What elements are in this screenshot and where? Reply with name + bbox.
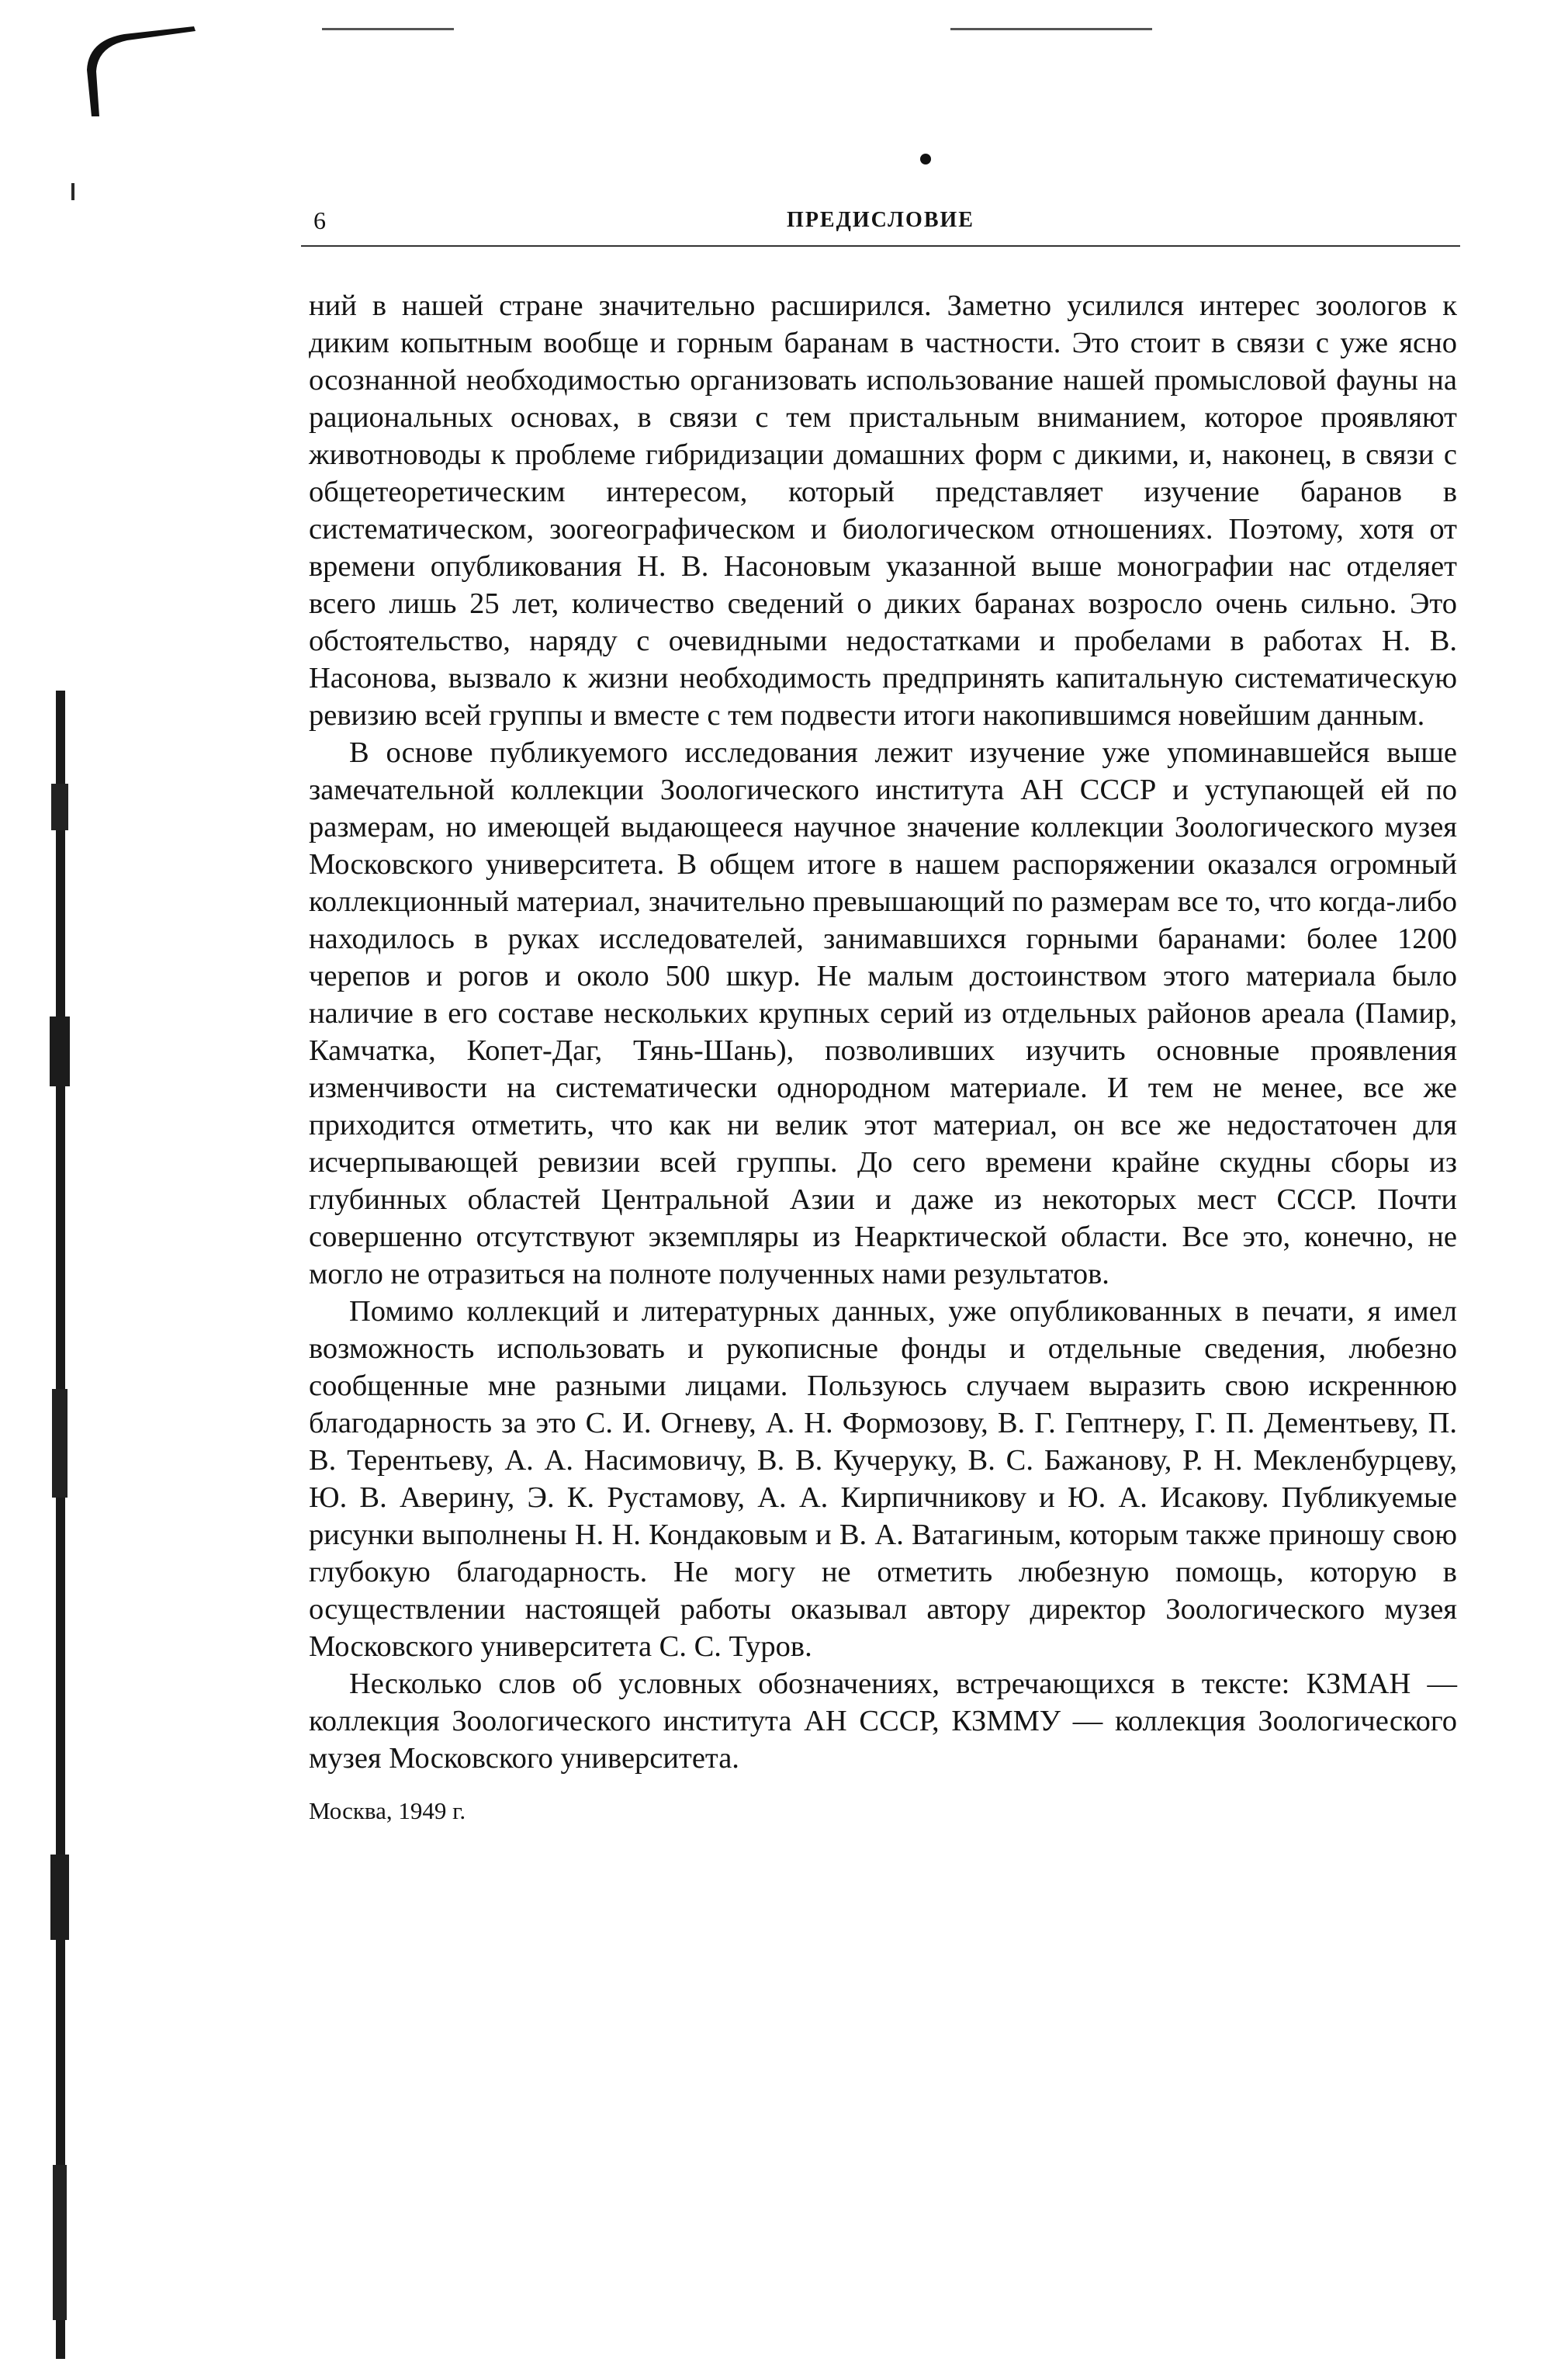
running-header — [301, 200, 1460, 247]
scan-tick-mark — [71, 183, 74, 200]
paragraph-2: В основе публикуемого исследования лежит изучение уже упоминавшейся выше замечательной коллекции Зоологического института АН СССР и уступающей ей по размерам, но имеющей выдающееся научное значение коллекции Зоологического музея Московского университета. В общем итоге в нашем распоряжении оказался огромный коллекционный материал, значительно превышающий по размерам все то, что когда-либо находилось в руках исследователей, занимавшихся горными баранами: более 1200 черепов и рогов и около 500 шкур. Не малым достоинством этого материала было наличие в его составе нескольких крупных серий из отдельных районов ареала (Памир, Камчатка, Копет-Даг, Тянь-Шань), позволивших изучить основные проявления изменчивости на систематически однородном материале. И тем не менее, все же приходится отметить, что как ни велик этот материал, он все же недостаточен для исчерпывающей ревизии всей группы. До сего времени крайне скудны сборы из глубинных областей Центральной Азии и даже из некоторых мест СССР. Почти совершенно отсутствуют экземпляры из Неарктической области. Все это, конечно, не могло не отразиться на полноте полученных нами результатов. — [309, 736, 1457, 1290]
top-edge-rule-right — [950, 28, 1152, 30]
scan-corner-mark — [78, 23, 202, 116]
scan-dot-mark — [920, 154, 931, 165]
place-date-signature: Москва, 1949 г. — [309, 1797, 466, 1824]
paragraph-4: Несколько слов об условных обозначениях, встречающихся в тексте: КЗМАН — коллекция Зоологического института АН СССР, КЗММУ — коллекция Зоологического музея Московского университета. — [309, 1668, 1457, 1775]
paragraph-3: Помимо коллекций и литературных данных, уже опубликованных в печати, я имел возможность использовать и рукописные фонды и отдельные сведения, любезно сообщенные мне разными лицами. Пользуюсь случаем выразить свою искреннюю благодарность за это С. И. Огневу, А. Н. Формозову, В. Г. Гептнеру, Г. П. Дементьеву, П. В. Терентьеву, А. А. Насимовичу, В. В. Кучеруку, В. С. Бажанову, Р. Н. Мекленбурцеву, Ю. В. Аверину, Э. К. Рустамову, А. А. Кирпичникову и Ю. А. Исакову. Публикуемые рисунки выполнены Н. Н. Кондаковым и В. А. Ватагиным, которым также приношу свою глубокую благодарность. Не могу не отметить любезную помощь, которую в осуществлении настоящей работы оказывал автору директор Зоологического музея Московского университета С. С. Туров. — [309, 1295, 1457, 1663]
page-number: 6 — [313, 206, 326, 234]
running-title: ПРЕДИСЛОВИЕ — [787, 208, 974, 232]
binding-shadow-strip — [45, 691, 76, 2359]
text-column — [309, 287, 1457, 1827]
header-rule — [301, 245, 1460, 247]
paragraph-1: ний в нашей стране значительно расширился. Заметно усилился интерес зоологов к диким копытным вообще и горным баранам в частности. Это стоит в связи с уже ясно осознанной необходимостью организовать использование нашей промысловой фауны на рациональных основах, в связи с тем пристальным вниманием, которое проявляют животноводы к проблеме гибридизации домашних форм с дикими, и, наконец, в связи с общетеоретическим интересом, который представляет изучение баранов в систематическом, зоогеографическом и биологическом отношениях. Поэтому, хотя от времени опубликования Н. В. Насоновым указанной выше монографии нас отделяет всего лишь 25 лет, количество сведений о диких баранах возросло очень сильно. Это обстоятельство, наряду с очевидными недостатками и пробелами в работах Н. В. Насонова, вызвало к жизни необходимость предпринять капитальную систематическую ревизию всей группы и вместе с тем подвести итоги накопившимся новейшим данным. — [309, 289, 1457, 732]
top-edge-rule-left — [322, 28, 454, 30]
